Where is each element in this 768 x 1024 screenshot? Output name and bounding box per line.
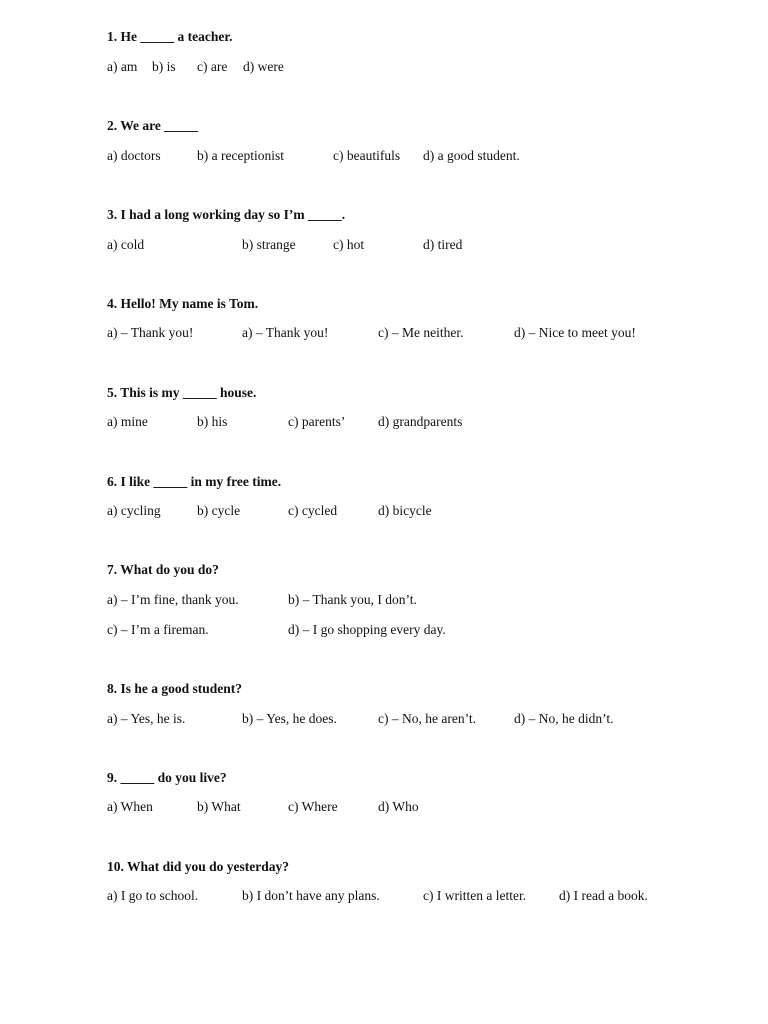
q9-option-a: a) When	[107, 799, 153, 814]
question-4: 4. Hello! My name is Tom.	[107, 296, 259, 311]
q8-option-d: d) – No, he didn’t.	[514, 711, 614, 726]
q1-option-c: c) are	[197, 59, 228, 74]
question-5: 5. This is my _____ house.	[107, 385, 257, 400]
q4-option-c: c) – Me neither.	[378, 325, 464, 340]
question-6: 6. I like _____ in my free time.	[107, 474, 282, 489]
q4-option-b: a) – Thank you!	[242, 325, 329, 340]
question-7: 7. What do you do?	[107, 562, 219, 577]
q6-option-d: d) bicycle	[378, 503, 432, 518]
q1-option-b: b) is	[152, 59, 176, 74]
q3-option-d: d) tired	[423, 237, 463, 252]
q7-option-d: d) – I go shopping every day.	[288, 622, 446, 637]
q6-option-b: b) cycle	[197, 503, 241, 518]
q10-option-c: c) I written a letter.	[423, 888, 527, 903]
q9-option-b: b) What	[197, 799, 241, 814]
q8-option-a: a) – Yes, he is.	[107, 711, 186, 726]
q5-option-a: a) mine	[107, 414, 148, 429]
q10-option-b: b) I don’t have any plans.	[242, 888, 380, 903]
q3-option-c: c) hot	[333, 237, 365, 252]
q8-option-b: b) – Yes, he does.	[242, 711, 337, 726]
q9-option-c: c) Where	[288, 799, 338, 814]
q5-option-c: c) parents’	[288, 414, 346, 429]
q7-option-c: c) – I’m a fireman.	[107, 622, 209, 637]
q3-option-a: a) cold	[107, 237, 145, 252]
q2-option-d: d) a good student.	[423, 148, 520, 163]
q3-option-b: b) strange	[242, 237, 296, 252]
q10-option-d: d) I read a book.	[559, 888, 648, 903]
question-8: 8. Is he a good student?	[107, 681, 243, 696]
q7-option-a: a) – I’m fine, thank you.	[107, 592, 239, 607]
q8-option-c: c) – No, he aren’t.	[378, 711, 476, 726]
q2-option-a: a) doctors	[107, 148, 161, 163]
q9-option-d: d) Who	[378, 799, 419, 814]
q5-option-b: b) his	[197, 414, 228, 429]
question-2: 2. We are _____	[107, 118, 198, 133]
q1-option-a: a) am	[107, 59, 138, 74]
question-1: 1. He _____ a teacher.	[107, 29, 233, 44]
q2-option-c: c) beautifuls	[333, 148, 401, 163]
q6-option-c: c) cycled	[288, 503, 338, 518]
q4-option-d: d) – Nice to meet you!	[514, 325, 636, 340]
q1-option-d: d) were	[243, 59, 284, 74]
question-9: 9. _____ do you live?	[107, 770, 227, 785]
q5-option-d: d) grandparents	[378, 414, 463, 429]
question-3: 3. I had a long working day so I’m _____.	[107, 207, 346, 222]
q10-option-a: a) I go to school.	[107, 888, 199, 903]
q4-option-a: a) – Thank you!	[107, 325, 194, 340]
q6-option-a: a) cycling	[107, 503, 161, 518]
q2-option-b: b) a receptionist	[197, 148, 284, 163]
q7-option-b: b) – Thank you, I don’t.	[288, 592, 417, 607]
question-10: 10. What did you do yesterday?	[107, 859, 290, 874]
